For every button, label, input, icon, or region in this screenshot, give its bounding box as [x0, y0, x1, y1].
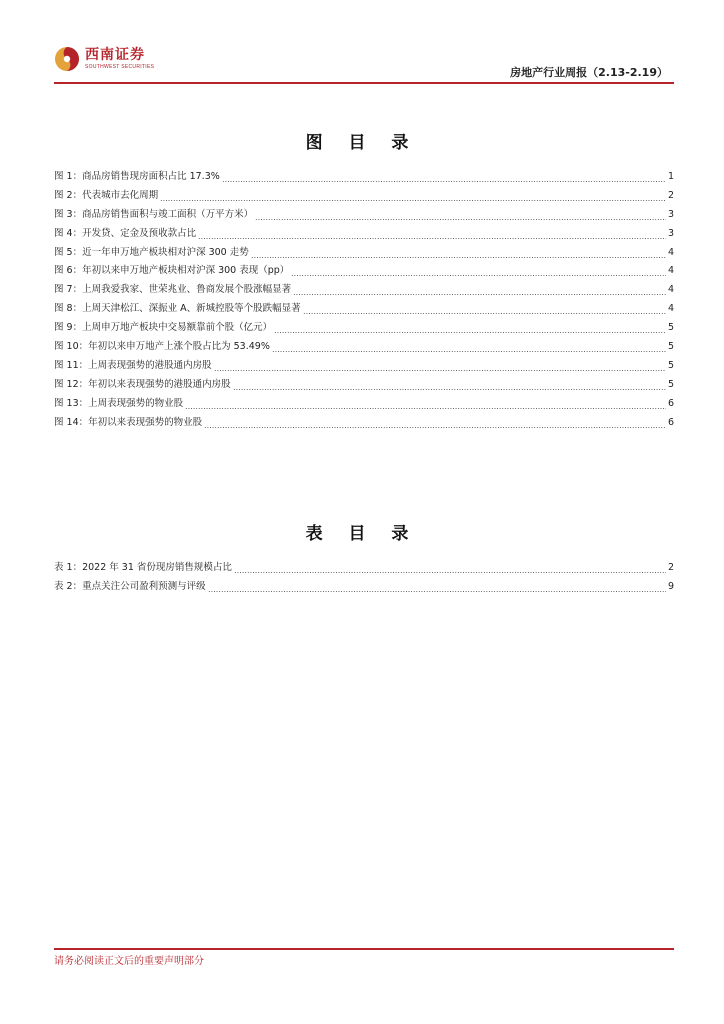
dot-leader [251, 257, 666, 258]
dot-leader [222, 181, 666, 182]
dot-leader [214, 370, 666, 371]
toc-page-number: 5 [667, 322, 674, 334]
dot-leader [272, 351, 666, 352]
table-toc-entry[interactable] [54, 559, 674, 578]
toc-entry-label: 图 9：上周申万地产板块中交易额靠前个股（亿元） [54, 322, 273, 334]
footer-disclaimer: 请务必阅读正文后的重要声明部分 [54, 956, 204, 967]
toc-page-number: 2 [667, 189, 674, 201]
toc-entry-label: 图 14：年初以来表现强势的物业股 [54, 416, 203, 428]
dot-leader [234, 572, 666, 573]
toc-page-number: 9 [667, 580, 674, 592]
toc-entry-label: 图 8：上周天津松江、深振业 A、新城控股等个股跌幅显著 [54, 303, 301, 315]
figure-toc-entry[interactable] [54, 300, 674, 319]
figure-toc-entry[interactable] [54, 338, 674, 357]
toc-page-number: 4 [667, 265, 674, 277]
toc-entry-label: 图 11：上周表现强势的港股通内房股 [54, 359, 212, 371]
toc-entry-label: 图 2：代表城市去化周期 [54, 189, 159, 201]
figure-toc-entry[interactable] [54, 319, 674, 338]
tables-toc-list [54, 559, 674, 597]
figure-toc-entry[interactable] [54, 225, 674, 244]
toc-entry-label: 表 2：重点关注公司盈利预测与评级 [54, 580, 206, 592]
figure-toc-entry[interactable] [54, 187, 674, 206]
toc-page-number: 6 [667, 397, 674, 409]
dot-leader [185, 408, 666, 409]
figures-toc-title: 图 目 录 [305, 133, 419, 153]
figure-toc-entry[interactable] [54, 281, 674, 300]
logo-english-name: SOUTHWEST SECURITIES [85, 64, 155, 70]
toc-entry-label: 图 1：商品房销售现房面积占比 17.3% [54, 171, 220, 182]
toc-entry-label: 图 5：近一年申万地产板块相对沪深 300 走势 [54, 246, 249, 258]
footer-divider [54, 948, 674, 950]
toc-page-number: 1 [667, 171, 674, 182]
toc-page-number: 3 [667, 227, 674, 239]
dot-leader [293, 294, 666, 295]
logo-chinese-name: 西南证券 [85, 47, 145, 63]
dot-leader [233, 389, 666, 390]
dot-leader [291, 275, 666, 276]
table-toc-entry[interactable] [54, 578, 674, 597]
toc-entry-label: 图 4：开发贷、定金及预收款占比 [54, 227, 197, 239]
toc-page-number: 4 [667, 246, 674, 258]
company-logo [54, 42, 154, 76]
toc-page-number: 2 [667, 562, 674, 573]
toc-entry-label: 图 12：年初以来表现强势的港股通内房股 [54, 378, 231, 390]
figure-toc-entry[interactable] [54, 168, 674, 187]
toc-page-number: 4 [667, 284, 674, 296]
dot-leader [208, 591, 666, 592]
tables-toc-title: 表 目 录 [305, 524, 419, 544]
figure-toc-entry[interactable] [54, 244, 674, 263]
toc-page-number: 4 [667, 303, 674, 315]
toc-page-number: 6 [667, 416, 674, 428]
toc-page-number: 3 [667, 208, 674, 220]
figure-toc-entry[interactable] [54, 206, 674, 225]
dot-leader [303, 313, 666, 314]
figure-toc-entry[interactable] [54, 357, 674, 376]
toc-entry-label: 图 13：上周表现强势的物业股 [54, 397, 184, 409]
toc-entry-label: 表 1：2022 年 31 省份现房销售规模占比 [54, 562, 232, 573]
dot-leader [198, 238, 666, 239]
figure-toc-entry[interactable] [54, 395, 674, 414]
toc-entry-label: 图 10：年初以来申万地产上涨个股占比为 53.49% [54, 341, 270, 353]
figure-toc-entry[interactable] [54, 262, 674, 281]
dot-leader [160, 200, 666, 201]
toc-page-number: 5 [667, 341, 674, 353]
figure-toc-entry[interactable] [54, 414, 674, 433]
toc-entry-label: 图 6：年初以来申万地产板块相对沪深 300 表现（pp） [54, 265, 290, 277]
dot-leader [204, 427, 666, 428]
toc-page-number: 5 [667, 378, 674, 390]
figure-toc-entry[interactable] [54, 376, 674, 395]
header-divider [54, 82, 674, 84]
southwest-securities-logo-icon [54, 46, 80, 72]
page-header [54, 38, 674, 82]
toc-entry-label: 图 3：商品房销售面积与竣工面积（万平方米） [54, 208, 254, 220]
toc-entry-label: 图 7：上周我爱我家、世荣兆业、鲁商发展个股涨幅显著 [54, 284, 292, 296]
figures-toc-list [54, 168, 674, 432]
toc-page-number: 5 [667, 359, 674, 371]
dot-leader [274, 332, 666, 333]
dot-leader [255, 219, 666, 220]
report-title: 房地产行业周报（2.13-2.19） [510, 66, 668, 79]
